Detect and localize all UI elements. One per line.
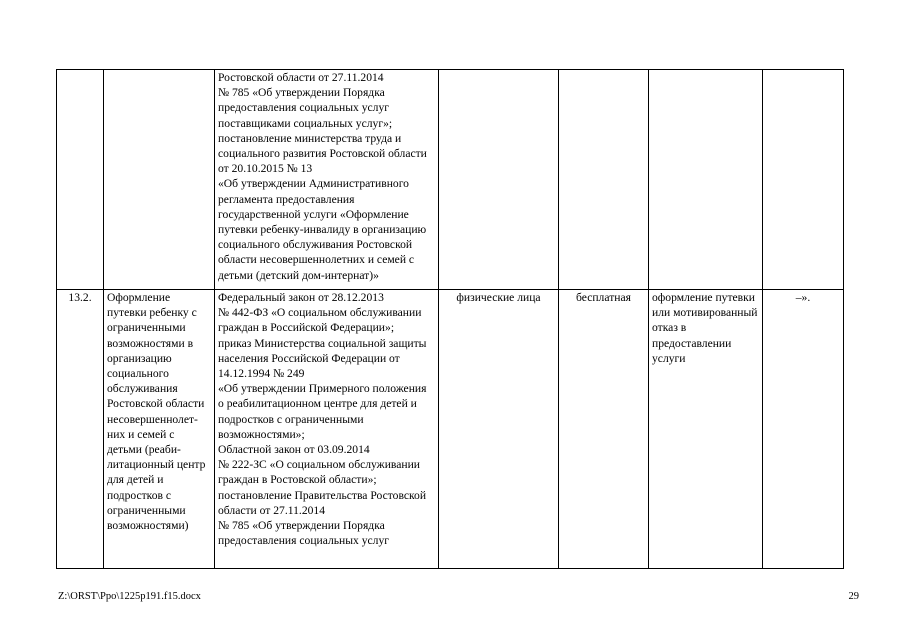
page-number: 29	[848, 591, 859, 602]
cell-number: 13.2.	[57, 290, 104, 569]
services-table	[56, 69, 844, 569]
cell-legal-basis: Ростовской области от 27.11.2014 № 785 «Об утверждении Порядка предоставления социальных услуг поставщиками социальных услуг»; постановление министерства труда и социального развития Ростовской области от 20.10.2015 № 13 «Об утверждении Административного регламента предоставления государственной услуги «Оформление путевки ребенку-инвалиду в организацию социального обслуживания Ростовской области несовершеннолетних и семей с детьми (детский дом-интернат)»	[215, 70, 439, 290]
cell-result	[649, 70, 763, 290]
cell-recipients: физические лица	[439, 290, 559, 569]
footer-file-path: Z:\ORST\Ppo\1225p191.f15.docx	[58, 591, 201, 602]
cell-recipients	[439, 70, 559, 290]
cell-payment	[559, 70, 649, 290]
cell-result: оформление путевки или мотивированный отказ в предоставлении услуги	[649, 290, 763, 569]
cell-note	[763, 70, 844, 290]
table-row-continuation	[57, 70, 844, 290]
cell-service-name: Оформление путевки ребенку с ограниченными возможностями в организацию социального обслуживания Ростовской области несовершеннолет- них и семей с детьми (реаби- литационный центр для детей и подростков с ограниченными возможностями)	[104, 290, 215, 569]
cell-payment: бесплатная	[559, 290, 649, 569]
cell-note: –».	[763, 290, 844, 569]
cell-number	[57, 70, 104, 290]
table-row-13-2	[57, 290, 844, 569]
cell-service-name	[104, 70, 215, 290]
cell-legal-basis: Федеральный закон от 28.12.2013 № 442-ФЗ «О социальном обслуживании граждан в Российской Федерации»; приказ Министерства социальной защиты населения Российской Федерации от 14.12.1994 № 249 «Об утверждении Примерного положения о реабилитационном центре для детей и подростков с ограниченными возможностями»; Областной закон от 03.09.2014 № 222-ЗС «О социальном обслуживании граждан в Ростовской области»; постановление Правительства Ростовской области от 27.11.2014 № 785 «Об утверждении Порядка предоставления социальных услуг	[215, 290, 439, 569]
